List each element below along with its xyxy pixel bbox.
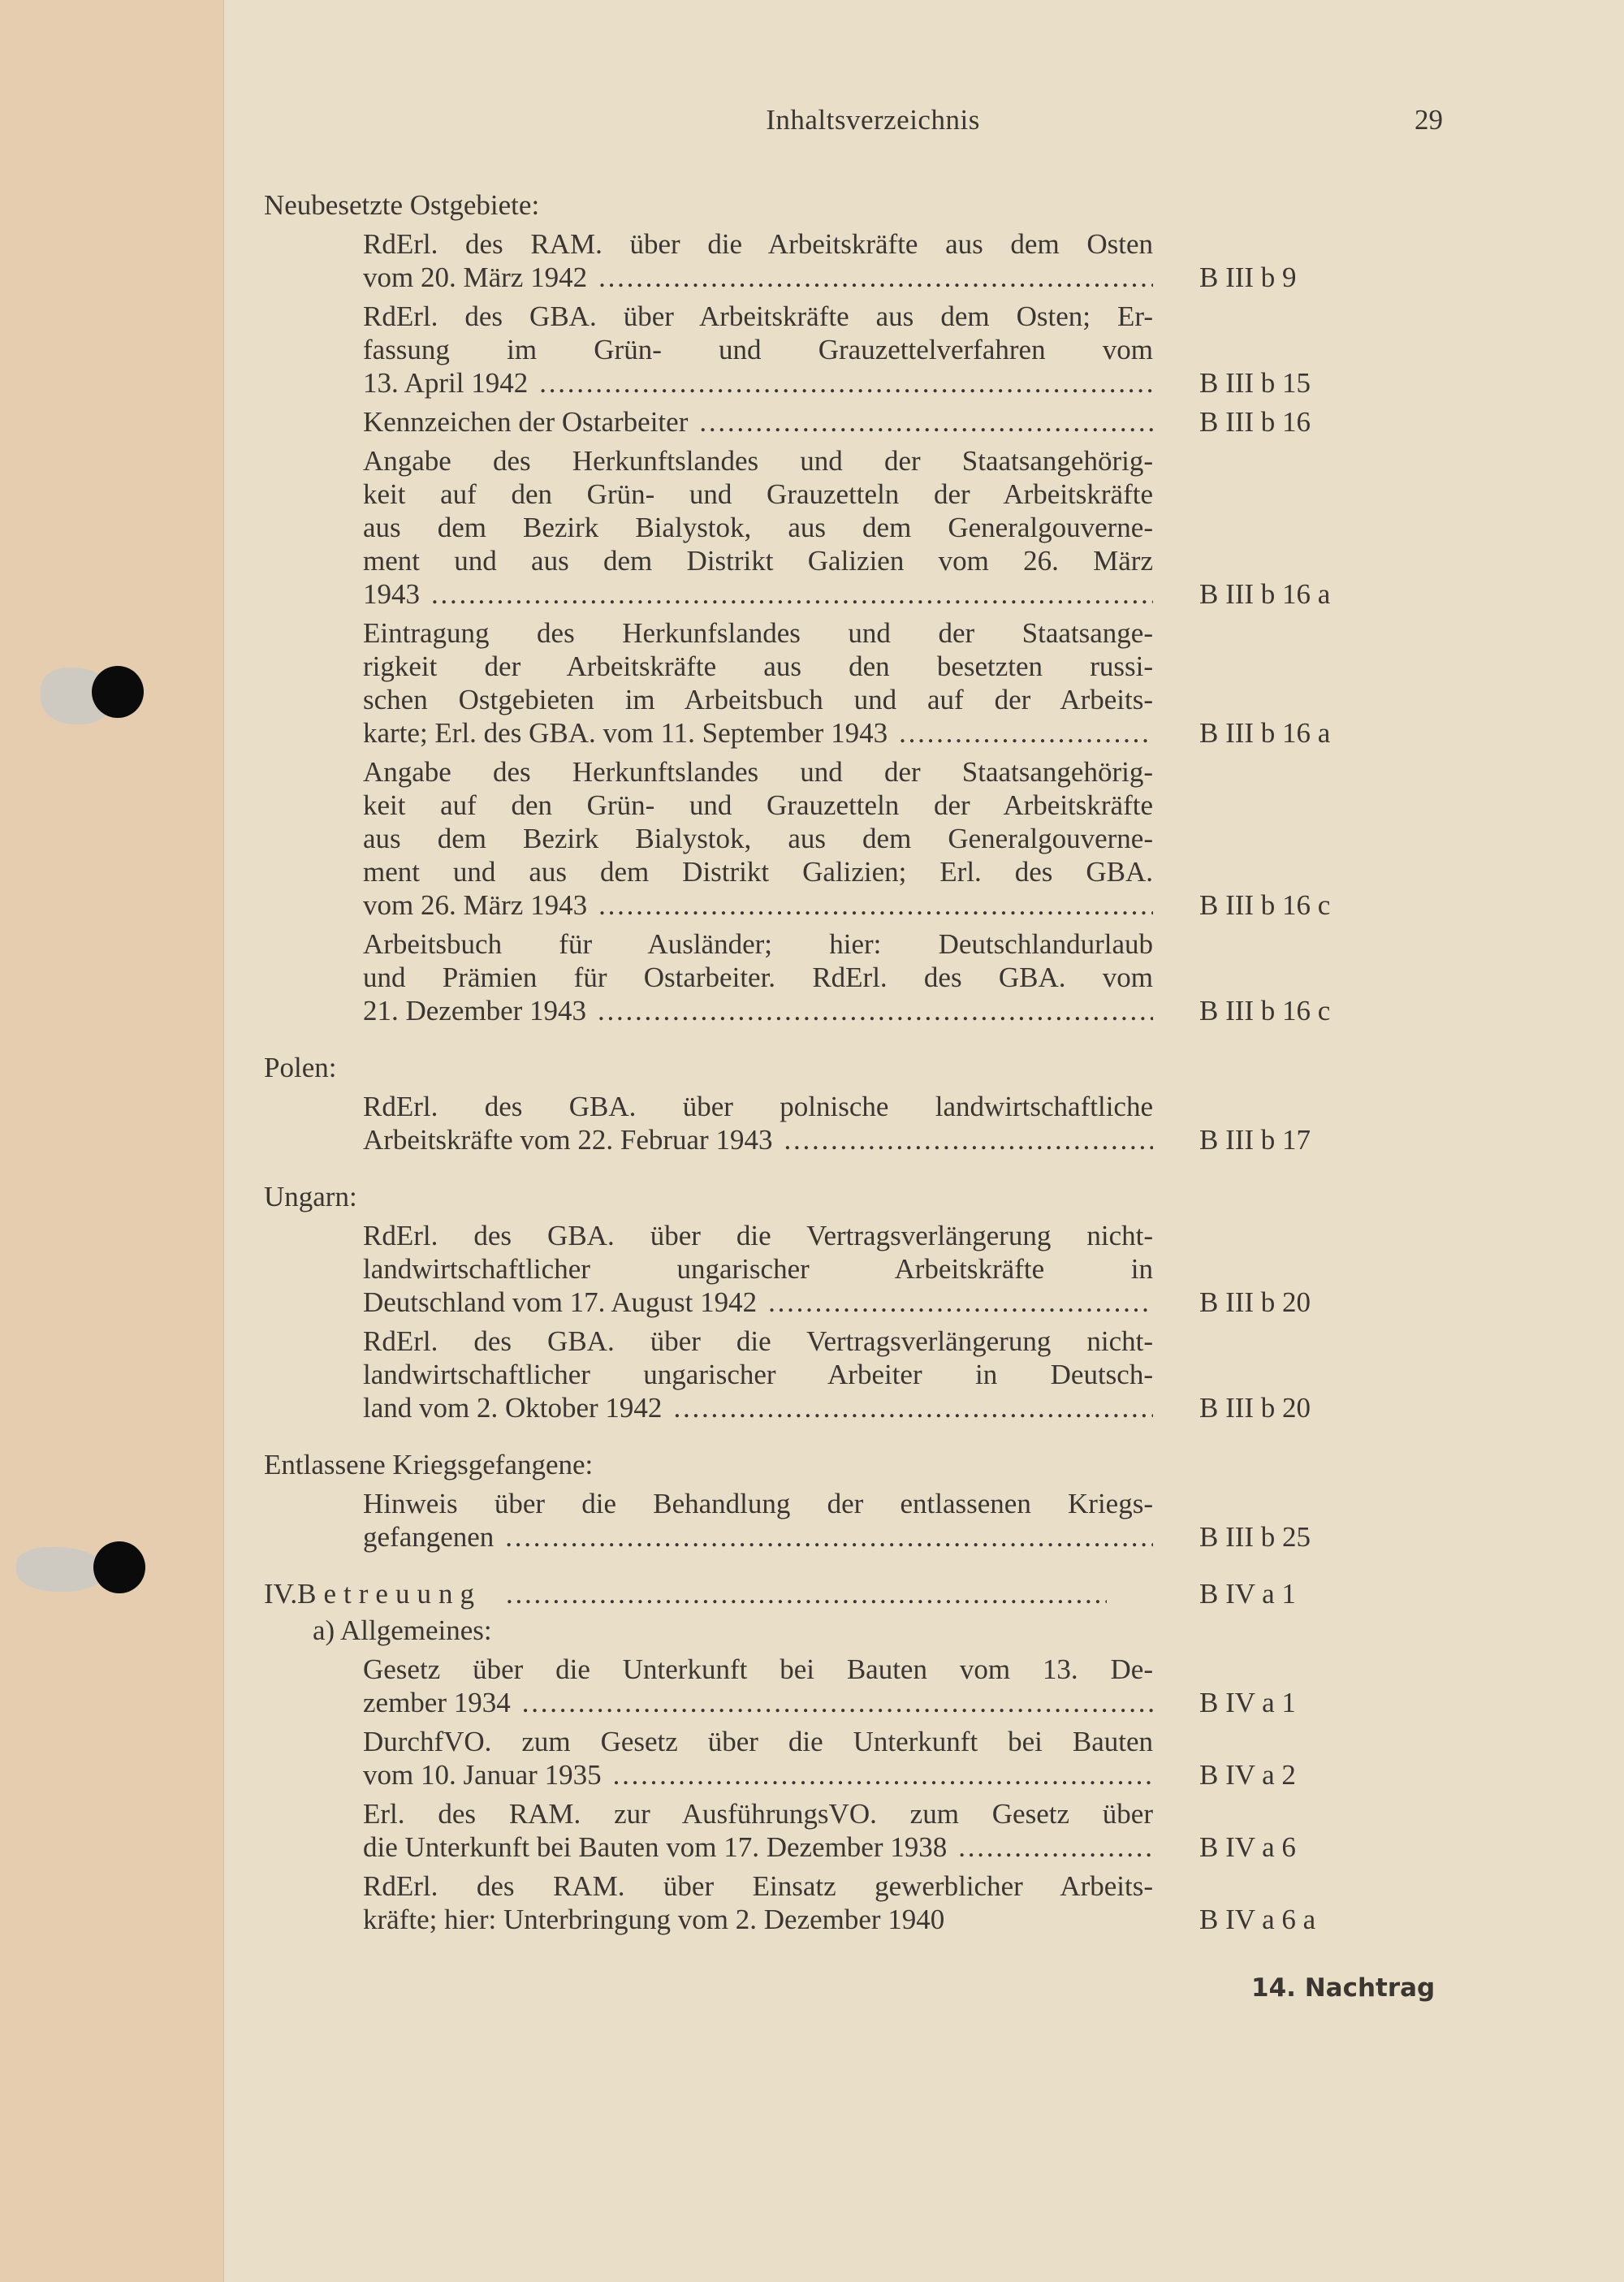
dot-leader bbox=[784, 1123, 1153, 1156]
entry-line bbox=[363, 366, 1153, 400]
dot-leader bbox=[899, 716, 1153, 750]
entry-reference: B IV a 6 bbox=[1199, 1831, 1296, 1863]
entry-line bbox=[363, 577, 1153, 611]
entry-line bbox=[363, 1758, 1153, 1791]
entry-text: Angabe des Herkunftslandes und der Staatsangehörig- bbox=[363, 445, 1153, 477]
entry-line bbox=[363, 261, 1153, 294]
toc-entry bbox=[363, 1725, 1449, 1791]
entry-text: vom 10. Januar 1935 bbox=[363, 1759, 602, 1791]
entry-text: landwirtschaftlicher ungarischer Arbeitskräfte in bbox=[363, 1253, 1153, 1285]
dot-leader bbox=[598, 261, 1153, 294]
entry-text: ment und aus dem Distrikt Galizien vom 26. März bbox=[363, 545, 1153, 577]
entry-text: RdErl. des GBA. über polnische landwirtschaftliche bbox=[363, 1091, 1153, 1122]
entry-line bbox=[363, 1252, 1153, 1286]
toc-entry bbox=[363, 1090, 1449, 1156]
entry-reference: B III b 16 a bbox=[1199, 578, 1331, 610]
dot-leader bbox=[699, 405, 1153, 439]
entry-line bbox=[363, 1830, 1153, 1864]
entry-line bbox=[363, 1869, 1153, 1903]
entry-text: RdErl. des GBA. über Arbeitskräfte aus dem Osten; Er- bbox=[363, 300, 1153, 332]
entry-line bbox=[363, 1653, 1153, 1686]
entry-text: vom 26. März 1943 bbox=[363, 889, 588, 921]
dot-leader bbox=[613, 1758, 1153, 1791]
entry-line bbox=[363, 1358, 1153, 1391]
toc-entry bbox=[363, 616, 1449, 750]
entry-text: keit auf den Grün- und Grauzetteln der Arbeitskräfte bbox=[363, 478, 1153, 510]
entry-text: kräfte; hier: Unterbringung vom 2. Dezember 1940 bbox=[363, 1904, 945, 1935]
entry-text: ment und aus dem Distrikt Galizien; Erl. des GBA. bbox=[363, 856, 1153, 888]
entry-text: RdErl. des RAM. über Einsatz gewerblicher Arbeits- bbox=[363, 1870, 1153, 1902]
dot-leader bbox=[539, 366, 1153, 400]
entry-line bbox=[363, 444, 1153, 478]
entry-line bbox=[363, 1797, 1153, 1830]
part-heading bbox=[264, 1577, 1449, 1610]
entry-text: die Unterkunft bei Bauten vom 17. Dezember 1938 bbox=[363, 1831, 948, 1863]
entry-text: Gesetz über die Unterkunft bei Bauten vom 13. De- bbox=[363, 1653, 1153, 1685]
entry-line bbox=[363, 650, 1153, 683]
dot-leader bbox=[958, 1830, 1153, 1864]
toc-entry bbox=[363, 444, 1449, 611]
entry-reference: B III b 16 c bbox=[1199, 889, 1331, 921]
entry-text: Arbeitskräfte vom 22. Februar 1943 bbox=[363, 1124, 773, 1156]
entry-text: keit auf den Grün- und Grauzetteln der Arbeitskräfte bbox=[363, 789, 1153, 821]
toc-entry bbox=[363, 1653, 1449, 1719]
entry-reference: B IV a 2 bbox=[1199, 1759, 1296, 1791]
entry-line bbox=[363, 683, 1153, 716]
dot-leader bbox=[598, 994, 1153, 1027]
entry-reference: B III b 17 bbox=[1199, 1124, 1311, 1156]
entry-line bbox=[363, 1219, 1153, 1252]
toc-entry bbox=[363, 300, 1449, 400]
entry-line bbox=[363, 1487, 1153, 1520]
entry-reference: B III b 9 bbox=[1199, 261, 1297, 293]
punch-hole bbox=[92, 666, 144, 718]
entry-line bbox=[363, 755, 1153, 789]
entry-text: Eintragung des Herkunfslandes und der Staatsange- bbox=[363, 617, 1153, 649]
section-heading: Ungarn: bbox=[264, 1181, 357, 1212]
section-heading: Polen: bbox=[264, 1052, 337, 1083]
entry-text: vom 20. März 1942 bbox=[363, 261, 588, 293]
entry-line bbox=[363, 994, 1153, 1027]
entry-text: Deutschland vom 17. August 1942 bbox=[363, 1286, 758, 1318]
entry-line bbox=[363, 927, 1153, 961]
entry-line bbox=[363, 1090, 1153, 1123]
entry-line bbox=[363, 855, 1153, 888]
dot-leader bbox=[598, 888, 1153, 922]
entry-text: zember 1934 bbox=[363, 1687, 511, 1718]
section-heading: Entlassene Kriegsgefangene: bbox=[264, 1449, 594, 1480]
toc-entry bbox=[363, 1869, 1449, 1936]
entry-reference: B III b 16 a bbox=[1199, 717, 1331, 749]
toc-entry bbox=[363, 927, 1449, 1027]
toc-entry bbox=[363, 1487, 1449, 1554]
entry-text: Arbeitsbuch für Ausländer; hier: Deutschlandurlaub bbox=[363, 928, 1153, 960]
entry-line bbox=[363, 405, 1153, 439]
entry-text: DurchfVO. zum Gesetz über die Unterkunft bei Bauten bbox=[363, 1726, 1153, 1757]
entry-text: aus dem Bezirk Bialystok, aus dem Generalgouverne- bbox=[363, 512, 1153, 543]
entry-text: RdErl. des GBA. über die Vertragsverlängerung nicht- bbox=[363, 1325, 1153, 1357]
dot-leader bbox=[505, 1520, 1153, 1554]
entry-line bbox=[363, 888, 1153, 922]
supplement-label: 14. Nachtrag bbox=[1251, 1973, 1436, 2003]
toc-entry bbox=[363, 1797, 1449, 1864]
entry-line bbox=[363, 511, 1153, 544]
dot-leader bbox=[768, 1286, 1153, 1319]
part-numeral: IV. bbox=[264, 1578, 298, 1610]
entry-line bbox=[363, 1123, 1153, 1156]
entry-line bbox=[363, 789, 1153, 822]
entry-reference: B III b 25 bbox=[1199, 1521, 1311, 1553]
entry-text: land vom 2. Oktober 1942 bbox=[363, 1392, 663, 1424]
entry-reference: B IV a 1 bbox=[1199, 1687, 1296, 1718]
entry-text: Hinweis über die Behandlung der entlassenen Kriegs- bbox=[363, 1488, 1153, 1519]
entry-text: 21. Dezember 1943 bbox=[363, 995, 587, 1026]
entry-line bbox=[363, 1391, 1153, 1424]
section-heading: Neubesetzte Ostgebiete: bbox=[264, 189, 540, 221]
entry-text: 13. April 1942 bbox=[363, 367, 529, 399]
toc-entry bbox=[363, 1325, 1449, 1424]
toc-section bbox=[264, 188, 1449, 1027]
entry-line bbox=[363, 716, 1153, 750]
entry-text: Angabe des Herkunftslandes und der Staatsangehörig- bbox=[363, 756, 1153, 788]
entry-line bbox=[363, 478, 1153, 511]
dot-leader bbox=[522, 1686, 1153, 1719]
entry-line bbox=[363, 1725, 1153, 1758]
entry-text: karte; Erl. des GBA. vom 11. September 1943 bbox=[363, 717, 888, 749]
running-head: Inhaltsverzeichnis bbox=[766, 104, 980, 136]
entry-text: und Prämien für Ostarbeiter. RdErl. des GBA. vom bbox=[363, 962, 1153, 993]
toc-entry bbox=[363, 1219, 1449, 1319]
entry-line bbox=[363, 1903, 1153, 1936]
toc-section bbox=[264, 1448, 1449, 1554]
dot-leader bbox=[431, 577, 1153, 611]
table-of-contents bbox=[264, 188, 1449, 1936]
binding-margin-strip bbox=[0, 0, 224, 2282]
entry-line bbox=[363, 616, 1153, 650]
entry-line bbox=[363, 300, 1153, 333]
entry-text: 1943 bbox=[363, 578, 420, 610]
entry-text: RdErl. des RAM. über die Arbeitskräfte aus dem Osten bbox=[363, 228, 1153, 260]
toc-section bbox=[264, 1180, 1449, 1424]
entry-line bbox=[363, 333, 1153, 366]
toc-entry bbox=[363, 227, 1449, 294]
part-title: Betreuung bbox=[297, 1578, 482, 1610]
entry-text: aus dem Bezirk Bialystok, aus dem Generalgouverne- bbox=[363, 823, 1153, 854]
page-number: 29 bbox=[1415, 104, 1443, 136]
entry-line bbox=[363, 822, 1153, 855]
entry-line bbox=[363, 1286, 1153, 1319]
part-reference: B IV a 1 bbox=[1199, 1578, 1296, 1610]
entry-reference: B III b 16 c bbox=[1199, 995, 1331, 1026]
entry-reference: B III b 15 bbox=[1199, 367, 1311, 399]
entry-text: rigkeit der Arbeitskräfte aus den besetzten russi- bbox=[363, 650, 1153, 682]
entry-text: schen Ostgebieten im Arbeitsbuch und auf der Arbeits- bbox=[363, 684, 1153, 715]
subsection-heading: a) Allgemeines: bbox=[313, 1614, 492, 1646]
entry-line bbox=[363, 227, 1153, 261]
entry-text: RdErl. des GBA. über die Vertragsverlängerung nicht- bbox=[363, 1220, 1153, 1251]
entry-reference: B III b 20 bbox=[1199, 1286, 1311, 1318]
toc-section bbox=[264, 1051, 1449, 1156]
entry-text: Kennzeichen der Ostarbeiter bbox=[363, 406, 689, 438]
entry-line bbox=[363, 961, 1153, 994]
toc-entry bbox=[363, 755, 1449, 922]
entry-text: Erl. des RAM. zur AusführungsVO. zum Gesetz über bbox=[363, 1798, 1153, 1830]
dot-leader bbox=[506, 1577, 1107, 1610]
toc-entry bbox=[363, 405, 1449, 439]
entry-line bbox=[363, 1325, 1153, 1358]
entry-reference: B III b 16 bbox=[1199, 406, 1311, 438]
entry-reference: B IV a 6 a bbox=[1199, 1904, 1316, 1935]
entry-line bbox=[363, 544, 1153, 577]
entry-text: fassung im Grün- und Grauzettelverfahren vom bbox=[363, 334, 1153, 365]
entry-reference: B III b 20 bbox=[1199, 1392, 1311, 1424]
entry-text: gefangenen bbox=[363, 1521, 495, 1553]
punch-hole bbox=[93, 1541, 145, 1593]
entry-line bbox=[363, 1520, 1153, 1554]
entry-text: landwirtschaftlicher ungarischer Arbeiter in Deutsch- bbox=[363, 1359, 1153, 1390]
entry-line bbox=[363, 1686, 1153, 1719]
dot-leader bbox=[673, 1391, 1153, 1424]
